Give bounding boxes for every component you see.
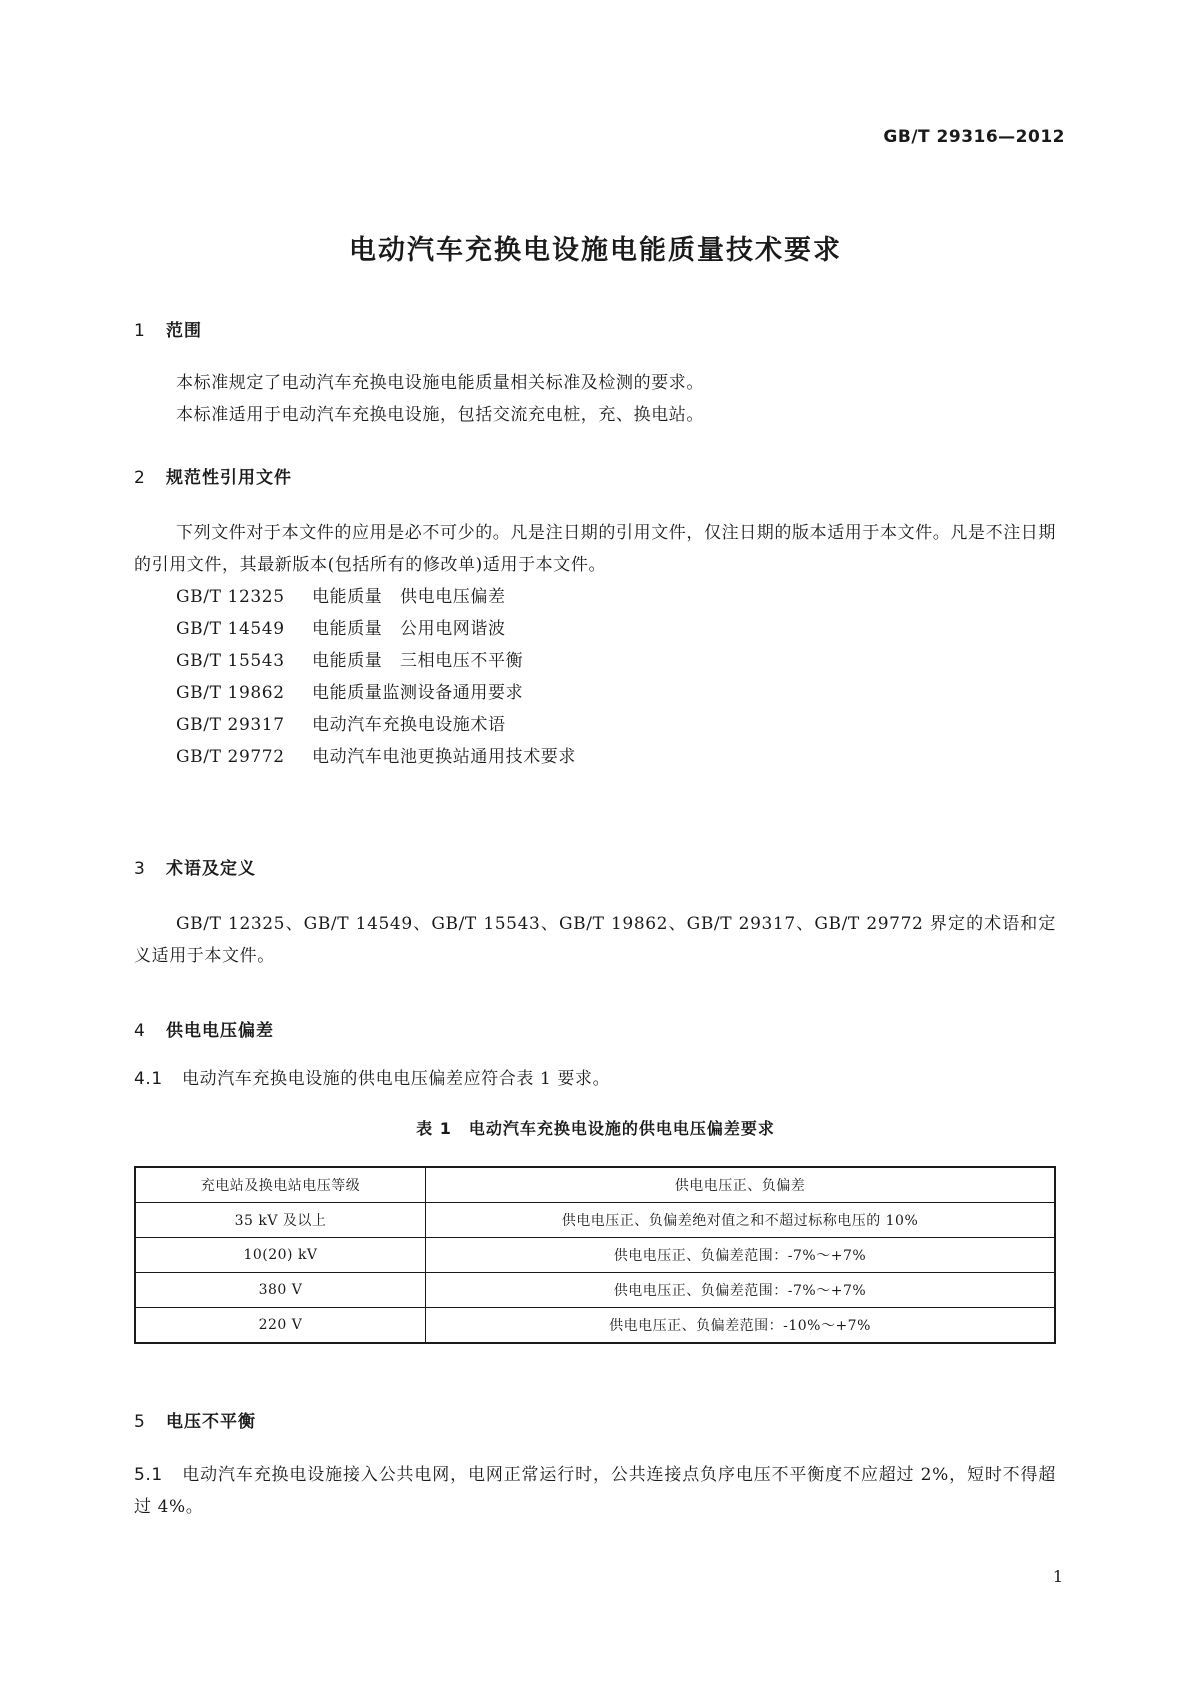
section-heading-4	[134, 1016, 274, 1041]
page-number: 1	[1052, 1567, 1063, 1586]
table-row	[135, 1203, 1055, 1238]
section-number: 5	[134, 1412, 146, 1432]
section-title: 术语及定义	[166, 859, 256, 879]
reference-title: 电能质量 供电电压偏差	[312, 587, 506, 607]
table-caption: 表 1 电动汽车充换电设施的供电电压偏差要求	[416, 1119, 775, 1138]
reference-item	[176, 581, 576, 613]
reference-code: GB/T 14549	[176, 619, 285, 639]
table-header-cell: 充电站及换电站电压等级	[135, 1167, 426, 1203]
reference-code: GB/T 29772	[176, 747, 285, 767]
reference-item	[176, 677, 576, 709]
section-title: 规范性引用文件	[166, 468, 292, 488]
table-cell: 380 V	[135, 1273, 426, 1308]
voltage-deviation-table	[134, 1166, 1056, 1344]
section-title: 范围	[166, 321, 202, 341]
clause-text: 电动汽车充换电设施接入公共电网，电网正常运行时，公共连接点负序电压不平衡度不应超过 2%，短时不得超过 4%。	[134, 1465, 1056, 1517]
paragraph: 本标准规定了电动汽车充换电设施电能质量相关标准及检测的要求。	[176, 373, 704, 393]
table-cell: 供电电压正、负偏差绝对值之和不超过标称电压的 10%	[426, 1203, 1056, 1238]
section-heading-5	[134, 1407, 256, 1432]
table-row	[135, 1308, 1055, 1344]
section-title: 供电电压偏差	[166, 1021, 274, 1041]
paragraph: 下列文件对于本文件的应用是必不可少的。凡是注日期的引用文件，仅注日期的版本适用于本文件。凡是不注日期的引用文件，其最新版本(包括所有的修改单)适用于本文件。	[134, 523, 1056, 575]
section-heading-1	[134, 316, 202, 341]
table-cell: 35 kV 及以上	[135, 1203, 426, 1238]
paragraph: 本标准适用于电动汽车充换电设施，包括交流充电桩，充、换电站。	[176, 405, 704, 425]
section-number: 3	[134, 859, 146, 879]
table-cell: 供电电压正、负偏差范围：-10%～+7%	[426, 1308, 1056, 1344]
section-number: 4	[134, 1021, 146, 1041]
section-heading-3	[134, 854, 256, 879]
section-number: 1	[134, 321, 146, 341]
section-title: 电压不平衡	[166, 1412, 256, 1432]
paragraph: GB/T 12325、GB/T 14549、GB/T 15543、GB/T 19862、GB/T 29317、GB/T 29772 界定的术语和定义适用于本文件。	[134, 914, 1056, 966]
reference-title: 电能质量 三相电压不平衡	[312, 651, 524, 671]
table-cell: 供电电压正、负偏差范围：-7%～+7%	[426, 1273, 1056, 1308]
reference-code: GB/T 19862	[176, 683, 285, 703]
reference-title: 电能质量 公用电网谐波	[312, 619, 506, 639]
reference-item	[176, 741, 576, 773]
table-cell: 10(20) kV	[135, 1238, 426, 1273]
section-number: 2	[134, 468, 146, 488]
table-row	[135, 1273, 1055, 1308]
reference-code: GB/T 15543	[176, 651, 285, 671]
clause-text: 电动汽车充换电设施的供电电压偏差应符合表 1 要求。	[182, 1069, 611, 1089]
normative-reference-list	[176, 581, 576, 773]
table-cell: 220 V	[135, 1308, 426, 1344]
table-cell: 供电电压正、负偏差范围：-7%～+7%	[426, 1238, 1056, 1273]
reference-item	[176, 613, 576, 645]
reference-title: 电动汽车充换电设施术语	[312, 715, 506, 735]
reference-title: 电动汽车电池更换站通用技术要求	[312, 747, 576, 767]
section-heading-2	[134, 463, 292, 488]
standard-code: GB/T 29316—2012	[883, 127, 1065, 147]
reference-code: GB/T 12325	[176, 587, 285, 607]
reference-code: GB/T 29317	[176, 715, 285, 735]
table-header-row	[135, 1167, 1055, 1203]
clause-number: 5.1	[134, 1465, 163, 1485]
reference-title: 电能质量监测设备通用要求	[312, 683, 524, 703]
table-row	[135, 1238, 1055, 1273]
document-title: 电动汽车充换电设施电能质量技术要求	[349, 235, 842, 266]
reference-item	[176, 709, 576, 741]
clause-4-1	[134, 1063, 1056, 1095]
reference-item	[176, 645, 576, 677]
clause-5-1	[134, 1459, 1056, 1523]
clause-number: 4.1	[134, 1069, 163, 1089]
table-header-cell: 供电电压正、负偏差	[426, 1167, 1056, 1203]
